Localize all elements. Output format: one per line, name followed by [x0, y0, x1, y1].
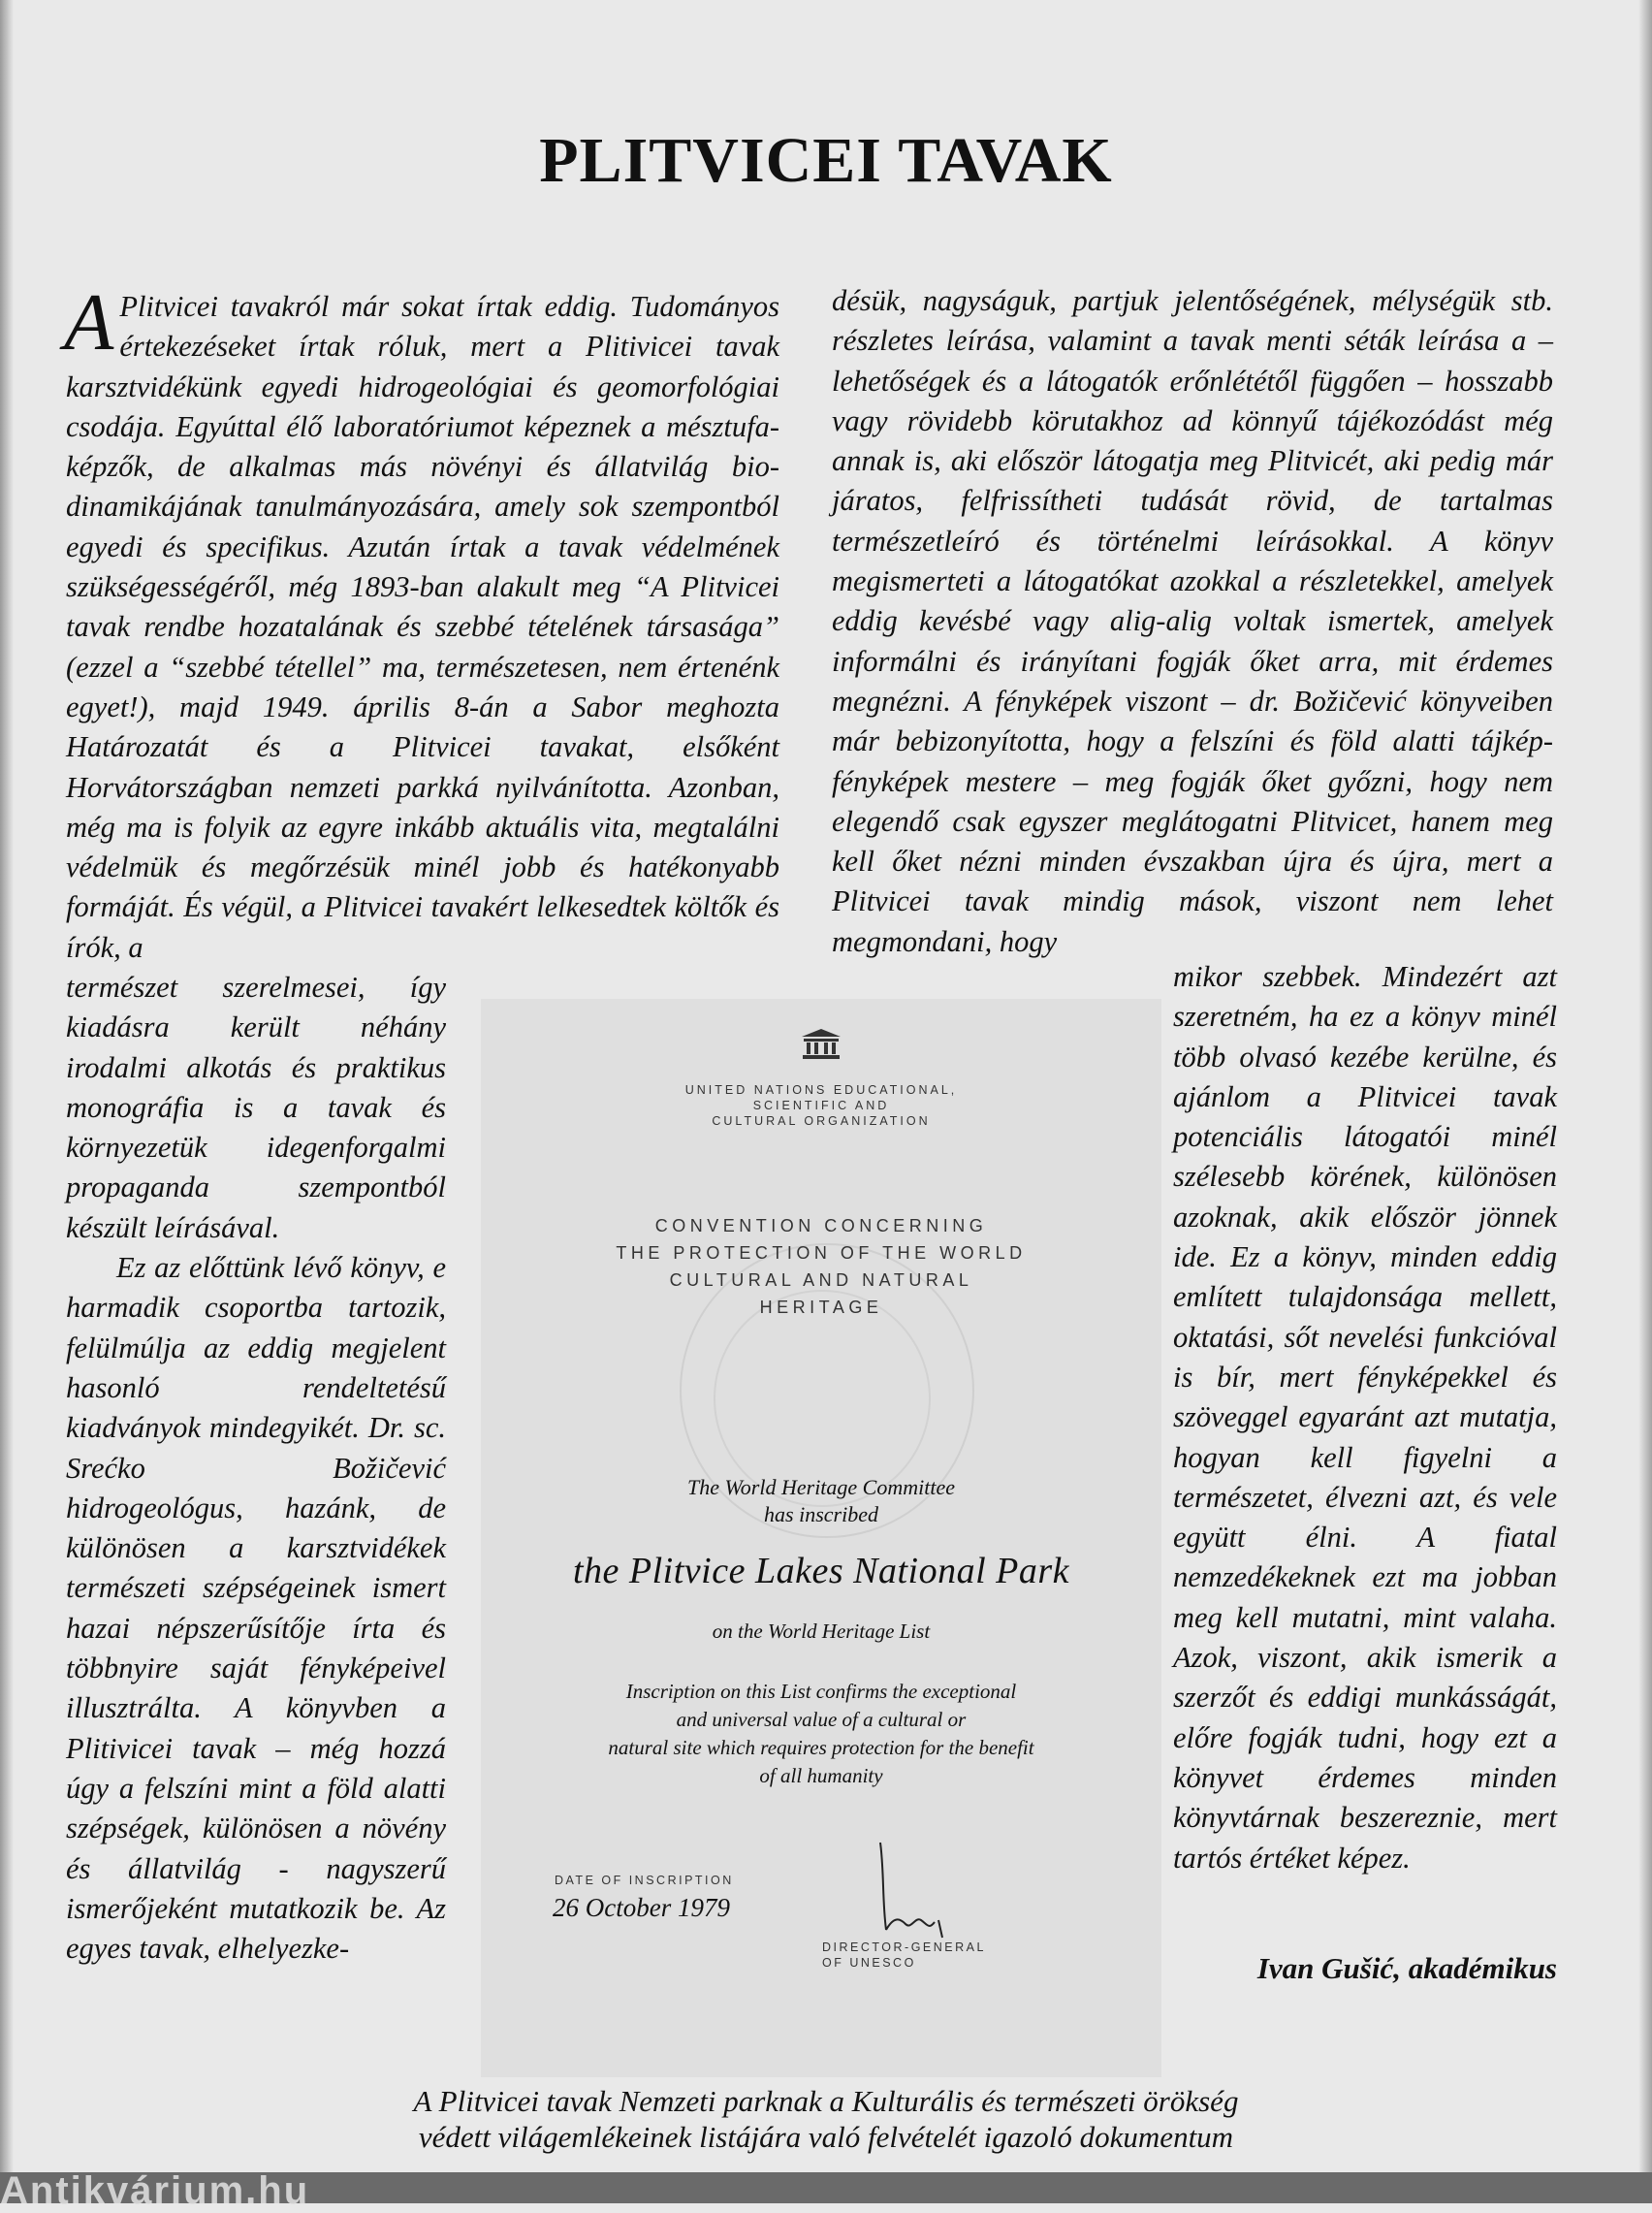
date-label: DATE OF INSCRIPTION: [555, 1874, 734, 1887]
watermark: Antikvárium.hu: [0, 2169, 310, 2212]
unesco-certificate: [481, 999, 1161, 2077]
page-edge-right: [1638, 0, 1652, 2203]
column-2-narrow: [1173, 957, 1557, 1878]
column-2-top-text: désük, nagyságuk, partjuk jelentőségének, mélységük stb. részletes leírása, valamint a tavak menti séták leírása a – lehetőségek és a látogatók erőnlététől függően – hosszabb vagy rövidebb körutakhoz ad könnyű tájékozódást még annak is, aki először látogatja meg Plitvicét, aki pedig már járatos, felfrissítheti tudását rövid, de tartalmas természetleíró és történelmi leírásokkal. A könyv megismerteti a látogatókat azokkal a részletekkel, amelyek eddig kevésbé vagy alig-alig voltak ismertek, amelyek informálni és irányítani fogják őket arra, mit érdemes megnézni. A fényképek viszont – dr. Božičević könyveiben már bebizonyította, hogy a felszíni és föld alatti tájkép-fényképek mestere – meg fogják őket győzni, hogy nem elegendő csak egyszer meglátogatni Plitvicet, hanem meg kell őket nézni minden évszakban újra és újra, mert a Plitvicei tavak mindig mások, viszont nem lehet megmondani, hogy: [832, 284, 1553, 958]
park-name: the Plitvice Lakes National Park: [572, 1551, 1069, 1591]
page-title: PLITVICEI TAVAK: [539, 125, 1113, 196]
convention-title: CONVENTION CONCERNING THE PROTECTION OF THE WORLD CULTURAL AND NATURAL HERITAGE: [616, 1216, 1027, 1317]
figure-caption: A Plitvicei tavak Nemzeti parknak a Kulturális és természeti örökség védett világemlékeinek listájára való felvételét igazoló dokumentum: [413, 2084, 1239, 2154]
committee-text: The World Heritage Committee has inscribed: [687, 1475, 955, 1526]
column-2-narrow-text: mikor szebbek. Mindezért azt szeretném, ha ez a könyv minél több olvasó kezébe kerülne, és ajánlom a Plitvicei tavak potenciális látogatói minél szélesebb körének, különösen azoknak, akik először jönnek ide. Ez a könyv, minden eddig említett tulajdonsága mellett, oktatási, sőt nevelési funkcióval is bír, mert fényképekkel és szöveggel egyaránt azt mutatja, hogyan kell figyelni a természetet, élvezni azt, és vele együtt élni. A fiatal nemzedékeknek ezt ma jobban meg kell mutatni, mint valaha. Azok, viszont, akik ismerik a szerzőt és eddigi munkásságát, előre fogják tudni, hogy ezt a könyvet érdemes minden könyvtárnak beszereznie, mert tartós értéket képez.: [1173, 960, 1557, 1875]
inscription-text: Inscription on this List confirms the exceptional and universal value of a cultural or natural site which requires protection for the benefit of all humanity: [608, 1680, 1034, 1787]
inscription-date: 26 October 1979: [553, 1893, 730, 1922]
author-signature: Ivan Gušić, akadémikus: [1256, 1951, 1557, 1985]
paragraph-2: Ez az előttünk lévő könyv, e harmadik csoportba tartozik, felülmúlja az eddig megjelent hasonló rendeltetésű kiadványok mindegyikét. Dr. sc. Srećko Božičević hidrogeológus, hazánk, de különösen a karsztvidékek természeti szépségeinek ismert hazai népszerűsítője írta és többnyire saját fényképeivel illusztrálta. A könyvben a Plitivicei tavak – még hozzá úgy a felszíni mint a föld alatti szépségek, különösen a növény és állatvilág - nagyszerű ismerőjeként mutatkozik be. Az egyes tavak, elhelyezke-: [66, 1251, 446, 1966]
unesco-name: UNITED NATIONS EDUCATIONAL, SCIENTIFIC AND CULTURAL ORGANIZATION: [684, 1083, 958, 1128]
drop-cap: A: [64, 277, 114, 368]
heritage-list-text: on the World Heritage List: [712, 1620, 931, 1643]
column-2-top: [832, 281, 1553, 962]
director-general-label: DIRECTOR-GENERAL OF UNESCO: [822, 1940, 986, 1970]
director-signature-icon: [861, 1823, 987, 1949]
column-1-top: [64, 277, 779, 968]
column-1-top-text: Plitvicei tavakról már sokat írtak eddig. Tudományos értekezéseket írtak róluk, mert a Plitivicei tavak karsztvidékünk egyedi hidrogeológiai és geomorfológiai csodája. Egyúttal élő laboratóriumot képeznek a mésztufa-képzők, de alkalmas más növényi és állatvilág bio-dinamikájának tanulmányozására, amely sok szempontból egyedi és specifikus. Azután írtak a tavak védelmének szükségességéről, még 1893-ban alakult meg “A Plitvicei tavak rendbe hozatalának és szebbé tételének társasága” (ezzel a “szebbé tétellel” ma, természetesen, nem értenénk egyet!), majd 1949. április 8-án a Sabor meghozta Határozatát és a Plitvicei tavakat, elsőként Horvátországban nemzeti parkká nyilvánította. Azonban, még ma is folyik az egyre inkább aktuális vita, megtalálni védelmük és megőrzésük minél jobb és hatékonyabb formáját. És végül, a Plitvicei tavakért lelkesedtek költők és írók, a: [66, 290, 779, 964]
paragraph-1-end: természet szerelmesei, így kiadásra került néhány irodalmi alkotás és praktikus monográfia is a tavak és környezetük idegenforgalmi propaganda szempontból készült leírásával.: [66, 971, 446, 1244]
unesco-temple-icon: [799, 1028, 843, 1061]
column-1-narrow: [66, 968, 446, 1969]
page-edge-left: [0, 0, 14, 2203]
